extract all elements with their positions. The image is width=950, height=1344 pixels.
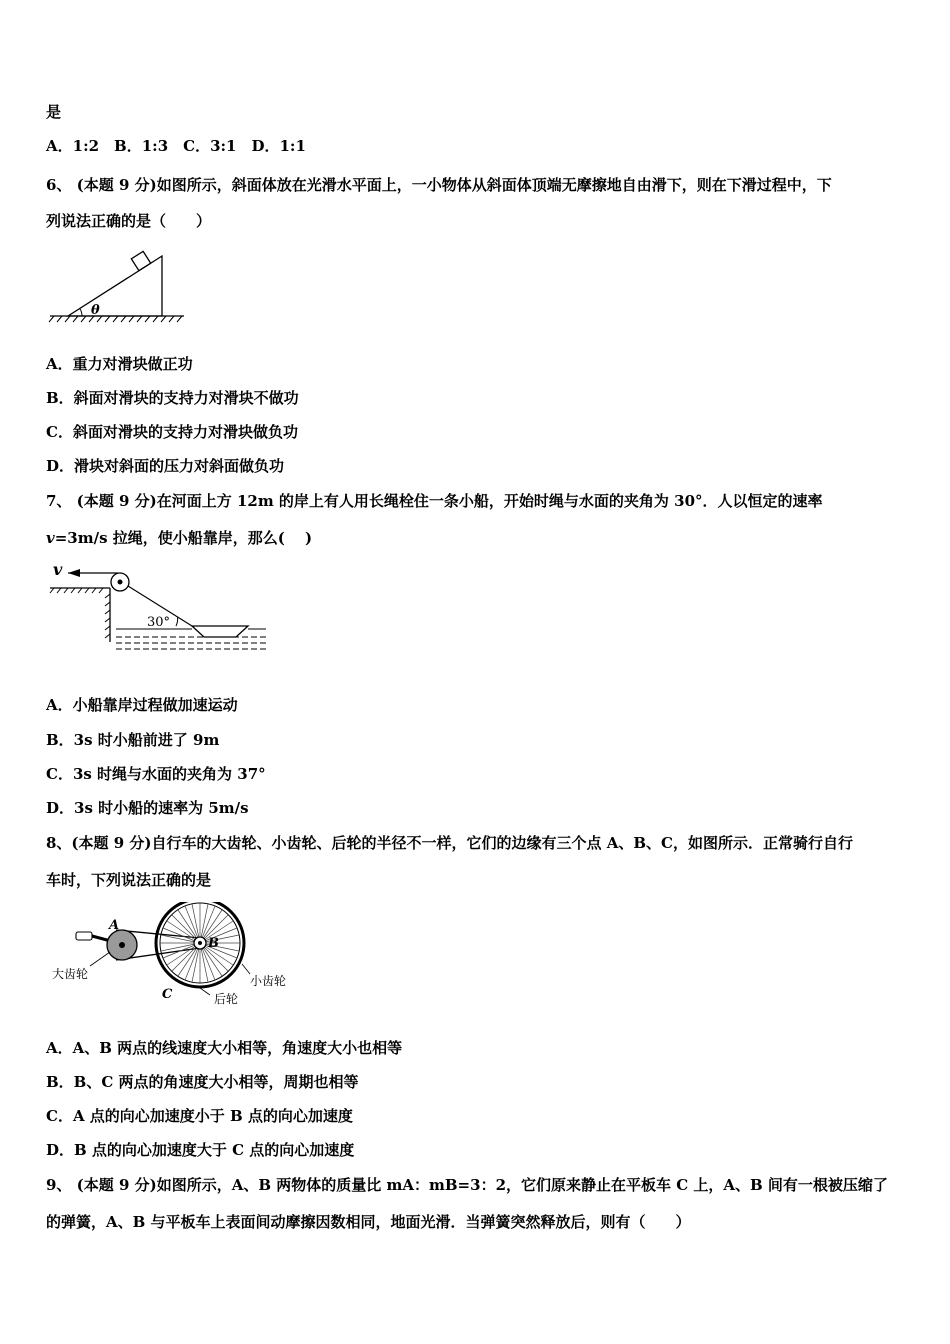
incline-figure [46,244,186,326]
q5-tail: 是 [46,103,62,121]
q7-option-d: D．3s 时小船的速率为 5m/s [46,799,249,817]
q5-options: A．1:2 B．1:3 C．3:1 D．1:1 [46,137,306,155]
sliding-block [131,251,150,270]
q8-option-c: C．A 点的向心加速度小于 B 点的向心加速度 [46,1107,353,1125]
q8-stem-line2: 车时，下列说法正确的是 [46,871,212,889]
q6-stem-line2: 列说法正确的是（ ） [46,212,212,230]
q6-stem-line1: 6、 (本题 9 分)如图所示，斜面体放在光滑水平面上，一小物体从斜面体顶端无摩擦地自由滑下，则在下滑过程中，下 [46,176,832,194]
q7-option-c: C．3s 时绳与水面的夹角为 37° [46,765,266,783]
q6-option-c: C．斜面对滑块的支持力对滑块做负功 [46,423,298,441]
q8-stem-line1: 8、(本题 9 分)自行车的大齿轮、小齿轮、后轮的半径不一样，它们的边缘有三个点 A、B、C，如图所示．正常骑行自行 [46,834,853,852]
q7-stem-line2-rest: =3m/s 拉绳，使小船靠岸，那么( ) [54,529,313,547]
q7-stem-line2 [46,528,910,548]
q8-option-b: B．B、C 两点的角速度大小相等，周期也相等 [46,1073,359,1091]
q9-stem-line1: 9、 (本题 9 分)如图所示，A、B 两物体的质量比 mA：mB=3：2，它们原来静止在平板车 C 上，A、B 间有一根被压缩了 [46,1176,888,1194]
rear-wheel-label: 后轮 [214,992,239,1006]
q8-option-d: D．B 点的向心加速度大于 C 点的向心加速度 [46,1141,355,1159]
q6-option-d: D．滑块对斜面的压力对斜面做负功 [46,457,285,475]
q7-v-symbol: v [46,529,55,547]
q7-option-b: B．3s 时小船前进了 9m [46,731,220,749]
point-a-label: A [109,918,120,933]
point-c-label: C [162,987,173,1002]
q8-option-a: A．A、B 两点的线速度大小相等，角速度大小也相等 [46,1039,403,1057]
q7-option-a: A．小船靠岸过程做加速运动 [46,696,238,714]
angle-30-label: 30° [147,615,171,630]
big-gear-label: 大齿轮 [52,967,89,981]
q7-stem-line1: 7、 (本题 9 分)在河面上方 12m 的岸上有人用长绳栓住一条小船，开始时绳与水面的夹角为 30°．人以恒定的速率 [46,492,823,510]
bicycle-gear-figure [50,902,300,1010]
q6-option-b: B．斜面对滑块的支持力对滑块不做功 [46,389,299,407]
angle-theta-label: θ [91,303,100,318]
q6-option-a: A．重力对滑块做正功 [46,355,193,373]
q9-stem-line2: 的弹簧，A、B 与平板车上表面间动摩擦因数相同，地面光滑．当弹簧突然释放后，则有（ ） [46,1213,691,1231]
boat [192,626,248,637]
point-b-label: B [208,936,219,951]
velocity-v-label: v [53,560,63,579]
boat-pulley-figure [46,560,270,655]
small-gear-label: 小齿轮 [250,974,287,988]
